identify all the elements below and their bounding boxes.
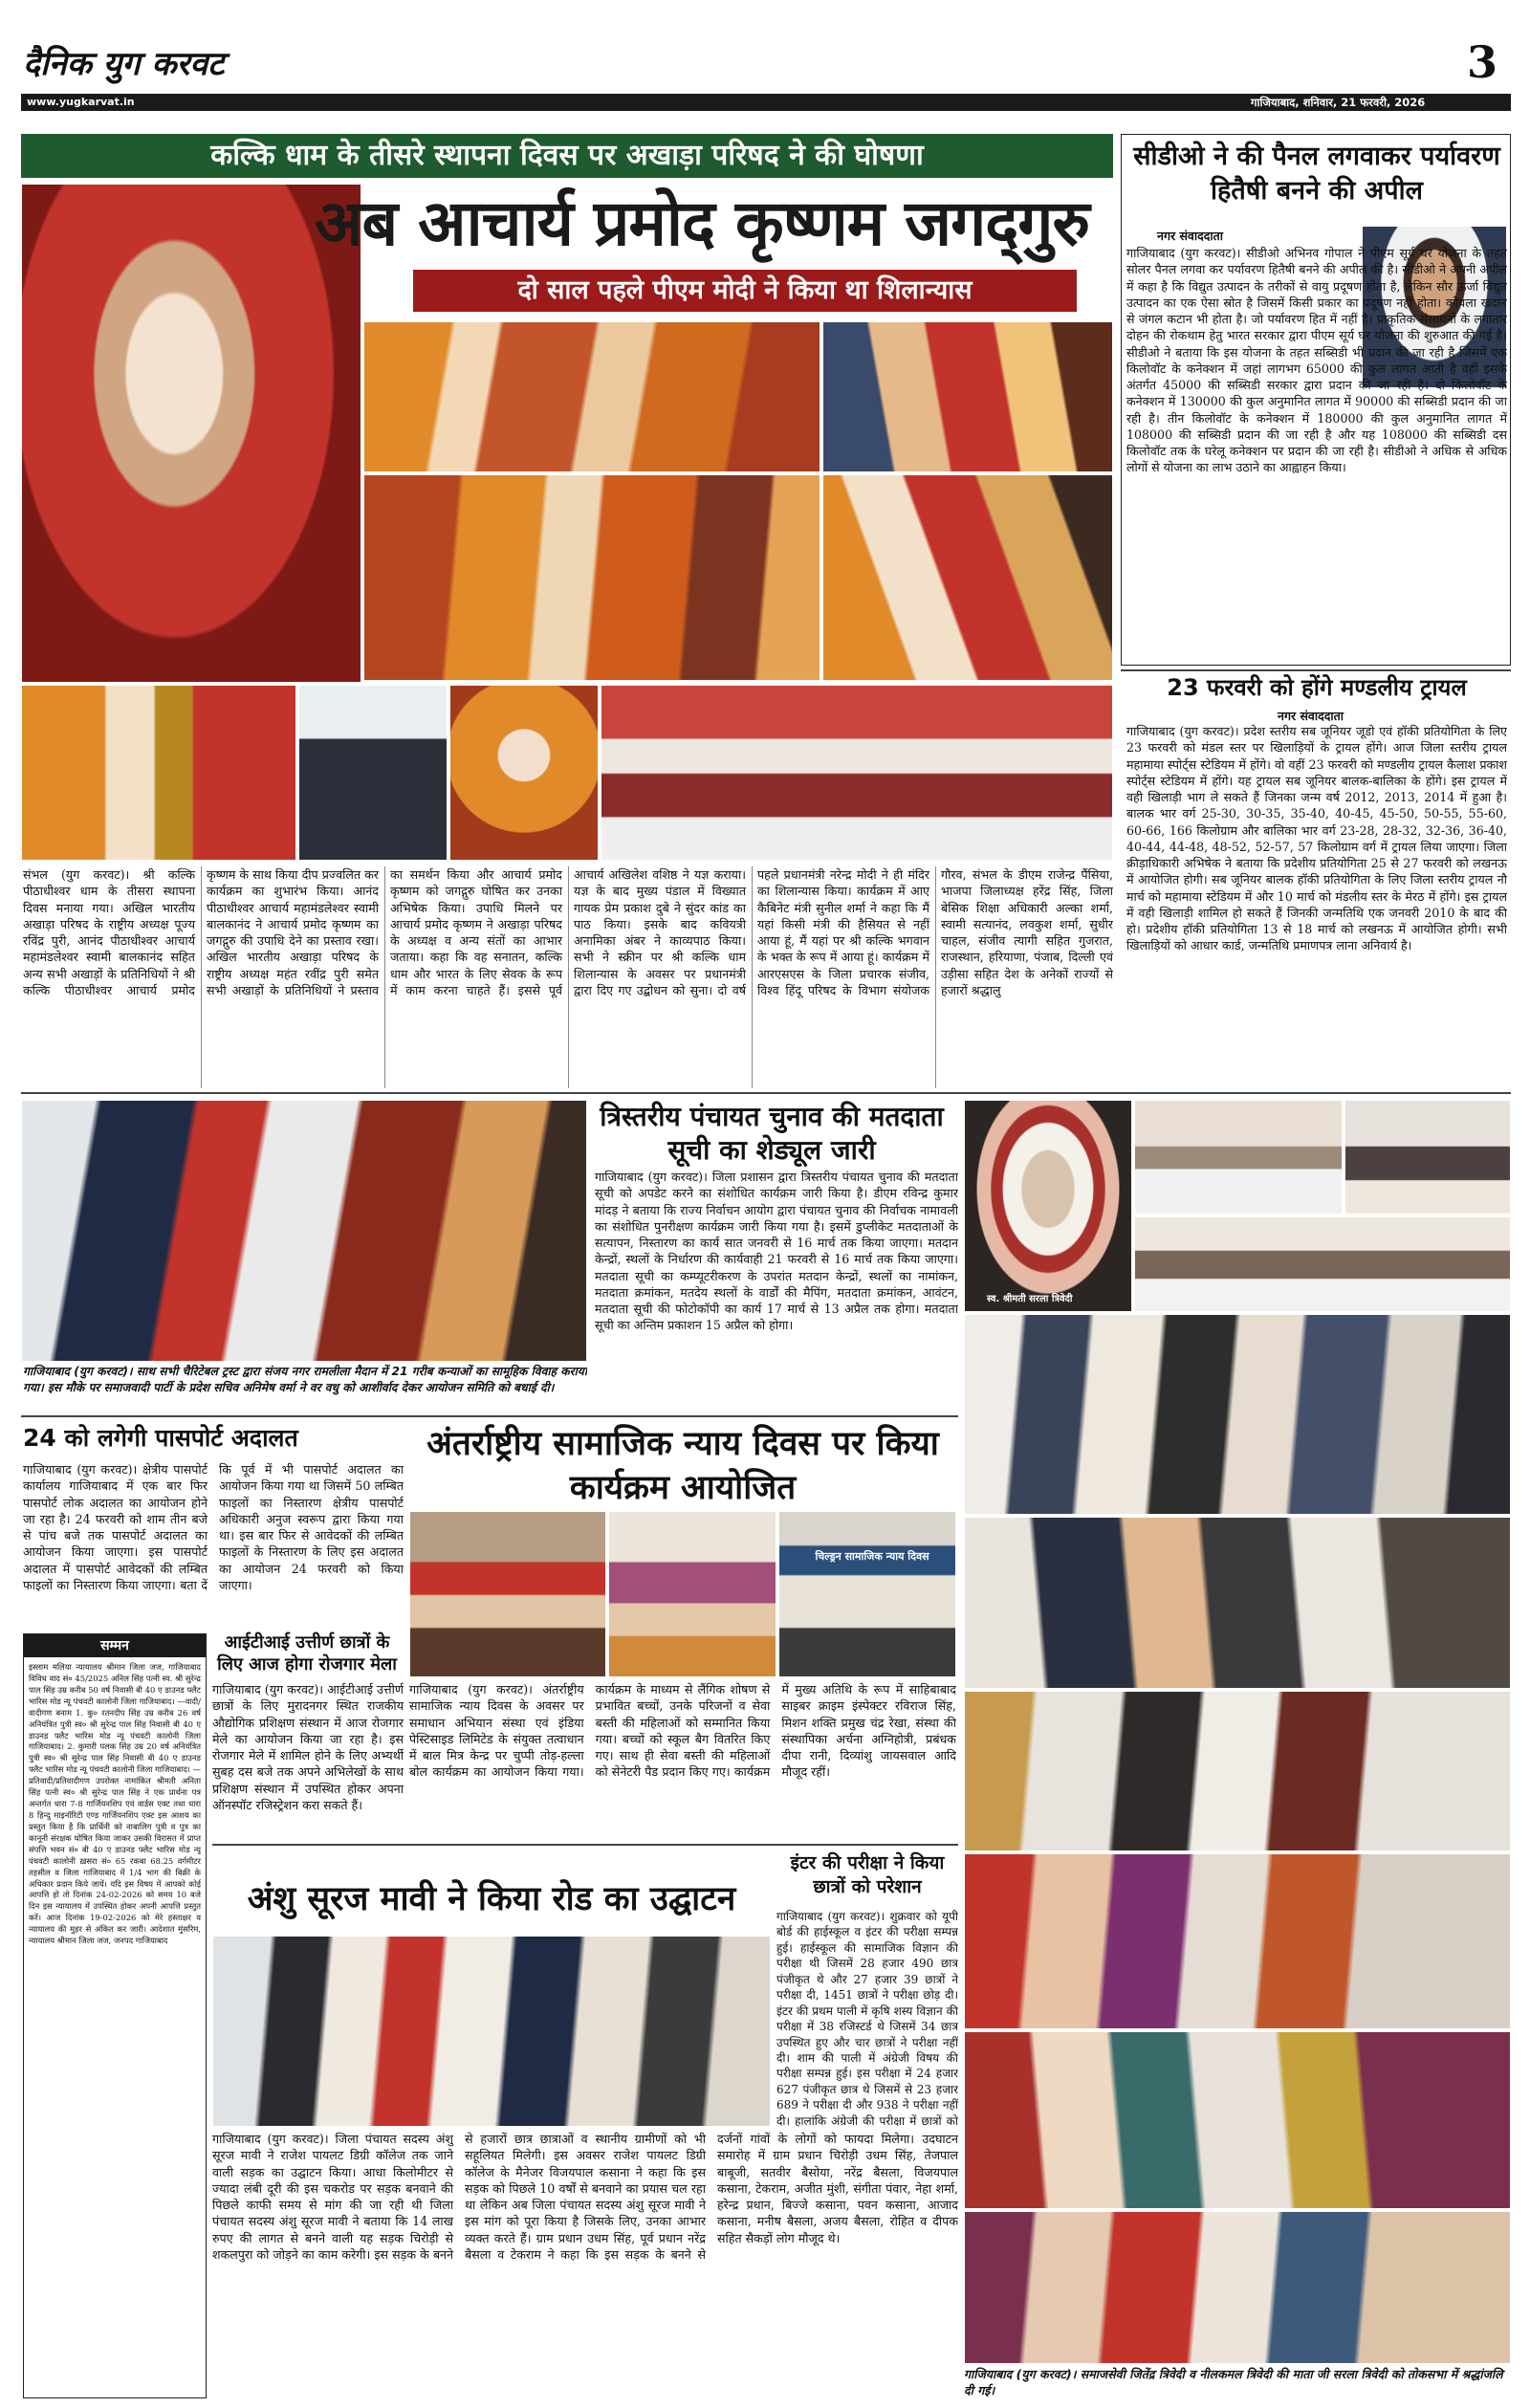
lead-subhead [413,270,1077,312]
photo-tribute-men-1 [964,1314,1511,1515]
photo-saints-stage [363,321,820,472]
photo-tribute-hall-2 [1344,1100,1511,1215]
passport-headline: 24 को लगेगी पासपोर्ट अदालत [23,1424,298,1452]
inter-body: गाजियाबाद (युग करवट)। शुक्रवार को यूपी बोर्ड की हाईस्कूल व इंटर की परीक्षा सम्पन्न हुई। हाईस्कूल की सामाजिक विज्ञान की परीक्षा थी जिसमें 28 हजार 490 छात्र पंजीकृत थे और 27 हजार 39 छात्रों ने परीक्षा दी, 1451 छात्रों ने परीक्षा छोड़ दी। इंटर की प्रथम पाली में कृषि शस्य विज्ञान की परीक्षा में 38 रजिस्टर्ड थे जिसमें 34 छात्र उपस्थित हुए और चार छात्रों ने परीक्षा नहीं दी। शाम की पाली में अंग्रेजी विषय की परीक्षा सम्पन्न हुई। इस परीक्षा में 24 हजार 627 पंजीकृत छात्र थे जिसमें से 23 हजार 689 ने परीक्षा दी और 938 ने परीक्षा नहीं दी। हालांकि अंग्रेजी की परीक्षा में छात्रों को [776,1910,958,2128]
banner-text: चिल्ड्रन सामाजिक न्याय दिवस [815,1550,929,1563]
website[interactable]: www.yugkarvat.in [27,96,135,108]
lead-body: संभल (युग करवट)। श्री कल्कि पीठाधीश्वर धाम के तीसरा स्थापना दिवस मनाया गया। अखिल भारतीय अखाड़ा परिषद के राष्ट्रीय अध्यक्ष पूज्य रविंद्र पुरी, आनंद पीठाधीश्वर आचार्य महामंडलेश्वर स्वामी बालकानंद सहित अन्य सभी अखाड़ों के प्रतिनिधियों ने श्री कल्कि पीठाधीश्वर आचार्य प्रमोद कृष्णम के साथ किया दीप प्रज्वलित कर कार्यक्रम का शुभारंभ किया। आनंद पीठाधीश्वर आचार्य महामंडलेश्वर स्वामी बालकानंद ने आचार्य प्रमोद कृष्णम का जगद्गुरु की उपाधि देने का प्रस्ताव रखा। अखिल भारतीय अखाड़ा परिषद के राष्ट्रीय अध्यक्ष महंत रवींद्र पुरी समेत सभी अखाड़ों के प्रतिनिधियों ने प्रस्ताव का समर्थन किया और आचार्य प्रमोद कृष्णम को जगद्गुरु घोषित कर उनका अभिषेक किया। उपाधि मिलने पर आचार्य प्रमोद कृष्णम ने अखाड़ा परिषद के अध्यक्ष व अन्य संतों का आभार जताया। कहा कि वह सनातन, कल्कि धाम और भारत के लिए सेवक के रूप में काम करना चाहते हैं। इससे पूर्व आचार्य अखिलेश वशिष्ठ ने यज्ञ कराया। यज्ञ के बाद मुख्य पंडाल में विख्यात गायक प्रेम प्रकाश दुबे ने सुंदर कांड का पाठ किया। इसके बाद कवियत्री अनामिका अंबर ने काव्यपाठ किया। सभी ने स्क्रीन पर श्री कल्कि धाम शिलान्यास के अवसर पर प्रधानमंत्री द्वारा दिए गए उद्बोधन को सुना। दो वर्ष पहले प्रधानमंत्री नरेन्द्र मोदी ने ही मंदिर का शिलान्यास किया। कार्यक्रम में आए कैबिनेट मंत्री सुनील शर्मा ने कहा कि मैं यहां किसी मंत्री की हैसियत से नहीं आया हूं, मैं यहां पर श्री कल्कि भगवान के भक्त के रूप में आया हूं। कार्यक्रम में आरएसएस के जिला प्रचारक संजीव, विश्व हिंदू परिषद के विभाग संयोजक गौरव, संभल के डीएम राजेन्द्र पैंसिया, भाजपा जिलाध्यक्ष हरेंद्र सिंह, जिला बेसिक शिक्षा अधिकारी अल्का शर्मा, स्वामी सत्यानंद, लवकुश शर्मा, सुधीर चाहल, संजीव त्यागी सहित गुजरात, राजस्थान, हरियाणा, पंजाब, दिल्ली एवं उड़ीसा सहित देश के अनेकों राज्यों से हजारों श्रद्धालु [23,867,1113,997]
social-justice-body: गाजियाबाद (युग करवट)। अंतर्राष्ट्रीय सामाजिक न्याय दिवस के अवसर पर समाधान अभियान संस्था एवं इंडिया पेस्टिसाइड लिमिटेड के संयुक्त तत्वाधान में बाल मित्र केन्द्र पर चुप्पी तोड़-हल्ला बोल कार्यक्रम का आयोजन किया गया। कार्यक्रम के माध्यम से लैंगिक शोषण से प्रभावित बच्चों, उनके परिजनों व सेवा बस्ती की महिलाओं को सम्मानित किया गया। बच्चों को स्कूल बैग वितरित किए गए। साथ ही सेवा बस्ती की महिलाओं को सेनेटरी पैड प्रदान किए गए। कार्यक्रम में मुख्य अतिथि के रूप में साहिबाबाद साइबर क्राइम इंस्पेक्टर रविराज सिंह, मिशन शक्ति प्रमुख चंद्र रेखा, संस्था की संस्थापिका अर्चना अग्निहोत्री, प्रबंधक दीपा रानी, दिव्यांशु जायसवाल आदि मौजूद रहीं। [409,1682,956,1780]
social-justice-headline: अंतर्राष्ट्रीय सामाजिक न्याय दिवस पर किया कार्यक्रम आयोजित [426,1425,939,1507]
photo-lamp-lighting [822,321,1113,472]
panchayat-headline: त्रिस्तरीय पंचायत चुनाव की मतदाता सूची का शेड्यूल जारी [600,1101,944,1166]
iti-headline: आईटीआई उत्तीर्ण छात्रों के लिए आज होगा रोजगार मेला [217,1632,397,1675]
road-headline: अंशु सूरज मावी ने किया रोड का उद्घाटन [247,1880,736,1918]
photo-tribute-women-1 [964,1853,1511,2029]
trial-byline: नगर संवाददाता [1278,709,1344,723]
summons-title [24,1634,206,1657]
photo-tribute-women-2 [964,2031,1511,2209]
photo-road-inauguration [212,1936,771,2127]
trial-body: गाजियाबाद (युग करवट)। प्रदेश स्तरीय सब जूनियर जूडो एवं हॉकी प्रतियोगिता के लिए 23 फरवरी को मंडल स्तर पर खिलाड़ियों के ट्रायल होंगे। आज जिला स्तरीय ट्रायल महामाया स्पोर्ट्स स्टेडियम में होंगे। वो वहीं 23 फरवरी को मण्डलीय ट्रायल कैलाश प्रकाश स्पोर्ट्स स्टेडियम में होंगे। यह ट्रायल सब जूनियर बालक-बालिका के होंगे। इस ट्रायल में वही खिलाड़ी भाग ले सकते हैं जिनका जन्म वर्ष 2012, 2013, 2014 में हुआ है। बालक भार वर्ग 25-30, 30-35, 35-40, 40-45, 45-50, 50-55, 55-60, 60-66, 166 किलोग्राम और बालिका भार वर्ग 23-28, 28-32, 32-36, 36-40, 40-44, 44-48, 48-52, 52-57, 57 किलोग्राम वर्ग में ट्रायल लिया जाएगा। जिला क्रीड़ाधिकारी अभिषेक ने बताया कि प्रदेशीय प्रतियोगिता 25 से 27 फरवरी को लखनऊ में आयोजित होगी। सब जूनियर बालक हॉकी प्रतियोगिता के लिए जिला स्तरीय ट्रायल नौ मार्च को महामाया स्टेडियम में और 10 मार्च को मंडलीय स्तर के मेरठ में होंगे। इस ट्रायल में वही खिलाड़ी शामिल हो सकते हैं जिनकी जन्मतिथि एक जनवरी 2010 के बाद की हो। प्रदेशीय हॉकी प्रतियोगिता 13 से 18 मार्च को लखनऊ में आयोजित होगी। सभी खिलाड़ियों को आधार कार्ड, जन्मतिथि प्रमाणपत्र लाना अनिवार्य है। [1126,724,1507,953]
photo-tribute-men-3 [964,1691,1511,1851]
summons-title-text: सम्मन [100,1638,129,1653]
lead-kicker [21,134,1113,178]
summons-body: इस्लाम मलिया न्यायालय श्रीमान जिला जज, गाजियाबाद विविध वाद सं० 45/2025 अनिल सिंह पत्नी स्व. श्री सुरेन्द्र पाल सिंह उम्र करीब 50 वर्ष निवासी बी 40 ए डाउनड फ्लैट भारिस मोड न्यू पंचवटी कालोनी जिला गाजियाबाद। —वादी/वादीगण बनाम 1. कु० रतनदीप सिंह उम्र करीब 26 वर्ष अनियंत्रित पुत्री स्व० श्री सुरेन्द्र पाल सिंह निवासी बी 40 ए डाउनड फ्लैट भारिस मोड न्यू पंचवटी कालोनी जिला गाजियाबाद। 2. कुमारी पलक सिंह उम्र 20 वर्ष अनियंत्रित पुत्री स्व० श्री सुरेन्द्र पाल सिंह निवासी बी 40 ए डाउनड फ्लैट भारिस मोड न्यू पंचवटी कालोनी जिला गाजियाबाद। —प्रतिवादी/प्रतिवादीगण उपरोक्त नामांकित श्रीमती अनिता सिंह पत्नी स्व० श्री सुरेन्द्र पाल सिंह ने एक प्रार्थना पत्र अन्तर्गत धारा 7-8 गार्जियनशिप एवं वार्डस एक्ट तथा धारा 8 हिन्दु माइनॉरिटी एण्ड गार्जियनशिप एक्ट इस आशय का प्रस्तुत किया है कि प्रार्थिनी को नाबालिग पुत्री व पुत्र का कानूनी संरक्षक घोषित किया जाकर उसकी विरासत में प्राप्त संपत्ति भवन सं० बी 40 ए डाउनड फ्लैट भारिस मोड न्यू पंचवटी कालोनी ख़सरा सं० 65 रकबा 68.25 वर्गमीटर तहसील व जिला गाजियाबाद में 1/4 भाग की बिक्री के अधिकार प्रदान किये जायें। यदि इस विषय में आपको कोई आपत्ति हो तो दिनांक 24-02-2026 को समय 10 बजे दिन इस न्यायालय में उपस्थित होकर अपनी आपत्ति प्रस्तुत करें। आज दिनांक 19-02-2026 को मेरे हस्ताक्षर व न्यायालय की मुहर से अंकित कर जारी। आदेशात मुंसरिम, न्यायालय श्रीमान जिला जज, जनपद गाजियाबाद [29,1662,201,1946]
photo-shawl-honor [822,474,1113,681]
lead-kicker-text: कल्कि धाम के तीसरे स्थापना दिवस पर अखाड़ा परिषद ने की घोषणा [210,139,924,172]
rule-mid-section [21,1092,1511,1094]
photo-social-justice-2 [608,1511,776,1677]
photo-social-justice-1 [409,1511,606,1677]
lead-subhead-text: दो साल पहले पीएम मोदी ने किया था शिलान्यास [517,275,973,305]
lead-headline: अब आचार्य प्रमोद कृष्णम जगद्‌गुरु [315,186,1089,260]
masthead-title: दैनिक युग करवट [23,45,225,83]
photo-speaker [298,685,448,861]
cdo-byline: नगर संवाददाता [1157,229,1223,243]
trial-headline: 23 फरवरी को होंगे मण्डलीय ट्रायल [1167,674,1467,701]
photo-mic-address [449,685,599,861]
passport-body: गाजियाबाद (युग करवट)। क्षेत्रीय पासपोर्ट कार्यालय गाजियाबाद में एक बार फिर पासपोर्ट लोक अदालत का आयोजन होने जा रहा है। 24 फरवरी को शाम तीन बजे से पांच बजे तक पासपोर्ट अदालत का आयोजन किया जाएगा। इस पासपोर्ट अदालत में पासपोर्ट आवेदकों की लम्बित फाइलों का निस्तारण किया जाएगा। बता दें कि पूर्व में भी पासपोर्ट अदालत का आयोजन किया गया था जिसमें 50 लम्बित फाइलों का निस्तारण क्षेत्रीय पासपोर्ट अधिकारी अनुज स्वरूप द्वारा किया गया था। इस बार फिर से आवेदकों की लम्बित फाइलों के निस्तारण के लिए इस अदालत का आयोजन 24 फरवरी को किया जाएगा। [23,1462,404,1592]
road-body: गाजियाबाद (युग करवट)। जिला पंचायत सदस्य अंशु सूरज मावी ने राजेश पायलट डिग्री कॉलेज तक जाने वाली सड़क का उद्घाटन किया। आधा किलोमीटर से ज्यादा लंबी दूरी की इस चकरोड पर सड़क बनवाने की पिछले काफी समय से मांग की जा रही थी जिला पंचायत सदस्य अंशु सूरज मावी ने बताया कि 14 लाख रुपए की लागत से बनने वाली यह सड़क चिरोड़ी से शकलपुरा को जोड़ने का काम करेगी। इस सड़क के बनने से हजारों छात्र छात्राओं व स्थानीय ग्रामीणों को भी सहूलियत मिलेगी। इस अवसर राजेश पायलट डिग्री कॉलेज के मैनेजर विजयपाल कसाना ने कहा कि इस सड़क को पिछले 10 वर्षों से बनवाने का प्रयास चल रहा था लेकिन अब जिला पंचायत सदस्य अंशु सूरज मावी ने इस मांग को पूरा किया है जिसके लिए, उनका आभार व्यक्त करते हैं। ग्राम प्रधान उधम सिंह, पूर्व प्रधान नरेंद्र बैसला व टेकराम ने कहा कि इस सड़क के बनने से दर्जनों गांवों के लोगों को फायदा मिलेगा। उदघाटन समारोह में ग्राम प्रधान चिरोड़ी उधम सिंह, तेजपाल बाबूजी, सतवीर बैसोया, नरेंद्र बैसला, विजयपाल कसाना, टेकराम, अजीत मुंशी, संगीता पंवार, नेहा शर्मा, हरेन्द्र प्रधान, बिज्जे कसाना, पवन कसाना, आजाद कसाना, मनीष बैसला, अजय बैसला, रोहित व दीपक सहित सैकड़ों लोग मौजूद थे। [212,2132,958,2262]
page-number: 3 [1467,36,1498,88]
tribute-caption: गाजियाबाद (युग करवट)। समाजसेवी जितेंद्र त्रिवेदी व नीलकमल त्रिवेदी की माता जी सरला त्रिवेदी को तोकसभा में श्रद्धांजलि दी गई। [964,2367,1503,2398]
portrait-caption: स्व. श्रीमती सरला त्रिवेदी [987,1294,1073,1304]
photo-tribute-women-3 [964,2211,1511,2364]
photo-memento-1 [21,685,296,861]
iti-body: गाजियाबाद (युग करवट)। आईटीआई उत्तीर्ण छात्रों के लिए मुरादनगर स्थित राजकीय औद्योगिक प्रशिक्षण संस्थान में आज रोजगार मेले का आयोजन किया जा रहा है। इस रोजगार मेले में शामिल होने के लिए अभ्यर्थी सुबह दस बजे तक अपने अभिलेखों के साथ प्रशिक्षण संस्थान में उपस्थित होकर अपना ऑनस्पॉट रजिस्ट्रेशन करा सकते हैं। [212,1682,404,1812]
photo-tribute-portrait [964,1100,1132,1312]
cdo-body: गाजियाबाद (युग करवट)। सीडीओ अभिनव गोपाल ने पीएम सूर्य घर योजना के तहत सोलर पैनल लगवा कर पर्यावरण हितैषी बनने की अपील की है। सीडीओ ने अपनी अपील में कहा है कि विद्युत उत्पादन के तरीकों से वायु प्रदूषण होता है, लेकिन सौर ऊर्जा विद्युत उत्पादन का एक ऐसा स्रोत है जिसमें किसी प्रकार का प्रदूषण नहीं होता। कोयला खदान से जंगल कटान भी होता है। जो पर्यावरण हित में नहीं है। प्राकृतिक संसाधनों के लगातार दोहन की रोकथाम हेतु भारत सरकार द्वारा पीएम सूर्य घर योजना की शुरुआत की गई है। सीडीओ ने बताया कि इस योजना के तहत सब्सिडी भी प्रदान की जा रही है जिसमें एक किलोवॉट के कनेक्शन में जहां लागभग 65000 की कुल लागत आती है वहीं इसके अंतर्गत 45000 की सब्सिडी सरकार द्वारा प्रदान की जा रही है। दो किलोवॉट के कनेक्शन में 130000 की कुल अनुमानित लागत में 90000 की सब्सिडी प्रदान की जा रही है। तीन किलोवॉट के कनेक्शन में 180000 की कुल अनुमानित लागत में 108000 की सब्सिडी प्रदान की जा रही है और यह 108000 की सब्सिडी दस किलोवॉट तक के घरेलू कनेक्शन पर प्रदान की जा रही है। सीडीओ ने अधिक से अधिक लोगों से योजना का लाभ उठाने का आह्वाहन किया। [1126,246,1507,475]
wedding-caption: गाजियाबाद (युग करवट)। साथ सभी चैरिटेबल ट्रस्ट द्वारा संजय नगर रामलीला मैदान में 21 गरीब कन्याओं का सामूहिक विवाह कराया गया। इस मौके पर समाजवादी पार्टी के प्रदेश सचिव अनिमेष वर्मा ने वर वधु को आशीर्वाद देकर आयोजन समिति को बधाई दी। [23,1365,587,1394]
cdo-headline: सीडीओ ने की पैनल लगवाकर पर्यावरण हितैषी बनने की अपील [1133,142,1500,206]
inter-headline: इंटर की परीक्षा ने किया छात्रों को परेशान [790,1852,945,1897]
photo-tribute-hall-3 [1134,1216,1511,1312]
photo-audience [601,685,1113,861]
panchayat-body: गाजियाबाद (युग करवट)। जिला प्रशासन द्वारा त्रिस्तरीय पंचायत चुनाव की मतदाता सूची को अपडेट करने का संशोधित कार्यक्रम जारी किया है। डीएम रविन्द्र कुमार मांदड़ ने बताया कि राज्य निर्वाचन आयोग द्वारा पंचायत चुनाव की निर्वाचक नामावली का संशोधित पुनरीक्षण कार्यक्रम जारी किया गया है। इसमें डुप्लीकेट मतदाताओं के सत्यापन, निस्तारण का कार्य सात जनवरी से 16 मार्च तक किया जाएगा। मतदान केन्द्रों, स्थलों के निर्धारण की कार्यवाही 21 फरवरी से 16 मार्च तक किया जाएगा। मतदाता सूची का कम्प्यूटरीकरण के उपरांत मतदान केन्द्रों, स्थलों का नामांकन, मतदाता क्रमांकन, मतदेय स्थलों के वार्डों की मैपिंग, मतदाता क्रमांकन, आवंटन, मतदाता सूची की फोटोकॉपी का कार्य 17 मार्च से 13 अप्रैल तक होगा। मतदाता सूची का अन्तिम प्रकाशन 15 अप्रैल को होगा। [595,1170,958,1333]
photo-tribute-men-2 [964,1517,1511,1689]
photo-ceremony-left [363,474,820,681]
photo-mass-wedding [21,1100,587,1362]
photo-social-justice-banner [778,1511,956,1677]
photo-tribute-hall-1 [1134,1100,1343,1215]
rule-bottom-section [212,1844,958,1846]
rule-cdo-trial [1121,669,1511,671]
dateline: गाजियाबाद, शनिवार, 21 फरवरी, 2026 [1251,96,1426,109]
masthead [0,0,1530,113]
rule-left-mid [21,1415,958,1417]
